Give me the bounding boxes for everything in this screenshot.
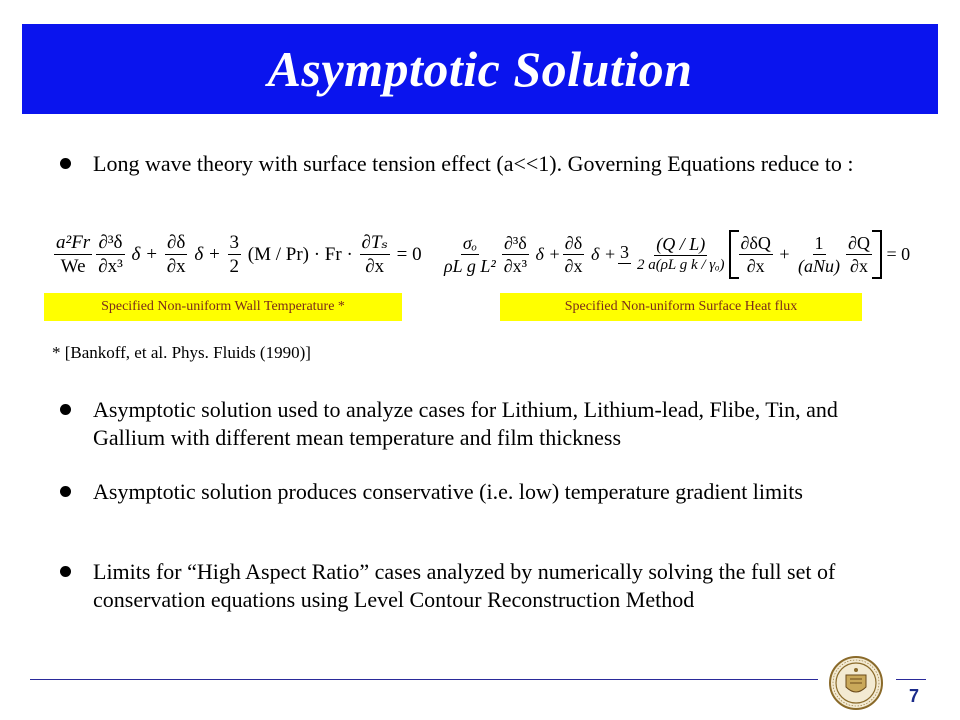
eq-fraction: 3 <box>619 241 629 262</box>
bullet-text: Limits for “High Aspect Ratio” cases analyzed by numerically solving the full set of conservation equations using Level Contour Reconstruction Method <box>93 559 836 612</box>
title-bar <box>22 24 938 114</box>
bullet-conservative-limits <box>60 478 900 506</box>
bullet-dot <box>60 404 71 415</box>
eq-fraction: $\frac{\text{∂³δ}}{\text{∂x³}}$ <box>503 232 528 276</box>
eq-rhs: = 0 <box>886 244 911 264</box>
eq-fraction: $\frac{\text{σₒ}}{\text{ρL g L²}}$ <box>444 232 496 276</box>
eq-fraction: $\frac{\text{a²Fr}}{We}$ <box>56 231 91 277</box>
bullet-text: Asymptotic solution produces conservative (i.e. low) temperature gradient limits <box>93 479 803 504</box>
bullet-text: Asymptotic solution used to analyze cases for Lithium, Lithium-lead, Flibe, Tin, and Gallium with different mean temperature and film thickness <box>93 397 838 450</box>
slide-title: Asymptotic Solution <box>267 41 693 97</box>
eq-rhs: = 0 <box>396 243 422 265</box>
university-seal-icon <box>828 655 884 711</box>
footnote-reference: * [Bankoff, et al. Phys. Fluids (1990)] <box>52 343 311 362</box>
equation-wall-temperature: $\frac{\text{a²Fr}}{We}$ $\frac{\text{∂³δ}}{\text{∂x³}}$ δ + $\frac{\partial\delta}{\partial x}$ δ + $\frac{3}{2}$ (M / Pr) · Fr · $\frac{\text{∂Tₛ}}{\partial x}$ = 0 <box>56 231 422 277</box>
equation-surface-heat-flux: $\frac{\text{σₒ}}{\text{ρL g L²}}$ $\frac{\text{∂³δ}}{\text{∂x³}}$ δ + $\frac{\partial\delta}{\partial x}$ δ + 3 $\frac{(Q / L)}{\text{2 a(ρL g k / γₒ)}}$ $\frac{\partial\delta Q}{\partial x}$ + $\frac{1}{\text{(aNu)}}$ $\frac{\partial Q}{\partial x}$ = 0 <box>440 216 910 292</box>
bullet-asymptotic-cases <box>60 396 900 452</box>
eq-fraction: $\frac{\partial\delta}{\partial x}$ <box>564 232 583 276</box>
eq-fraction: $\frac{3}{2}$ <box>229 231 239 277</box>
eq-bracket: $\frac{\partial\delta Q}{\partial x}$ + $\frac{1}{\text{(aNu)}}$ $\frac{\partial Q}{\partial x}$ <box>729 230 882 279</box>
bullet-dot <box>60 486 71 497</box>
eq-fraction: $\frac{(Q / L)}{\text{2 a(ρL g k / γₒ)}}$ <box>636 234 725 273</box>
eq-text: (M / Pr) · Fr · <box>247 243 353 265</box>
bullet-intro <box>60 150 900 178</box>
bullet-dot <box>60 566 71 577</box>
footer-divider <box>30 679 818 680</box>
eq-fraction: $\frac{\text{∂Tₛ}}{\partial x}$ <box>361 231 388 277</box>
label-wall-temperature: Specified Non-uniform Wall Temperature * <box>44 293 402 321</box>
label-surface-heat-flux: Specified Non-uniform Surface Heat flux <box>500 293 862 321</box>
eq-fraction: $\frac{\partial\delta}{\partial x}$ <box>166 231 186 277</box>
bullet-high-aspect-ratio <box>60 558 900 614</box>
footer-divider <box>896 679 926 680</box>
bullet-dot <box>60 158 71 169</box>
page-number: 7 <box>908 686 919 706</box>
bullet-text: Long wave theory with surface tension effect (a<<1). Governing Equations reduce to : <box>93 151 854 176</box>
eq-fraction: $\frac{\text{∂³δ}}{\text{∂x³}}$ <box>98 231 123 277</box>
